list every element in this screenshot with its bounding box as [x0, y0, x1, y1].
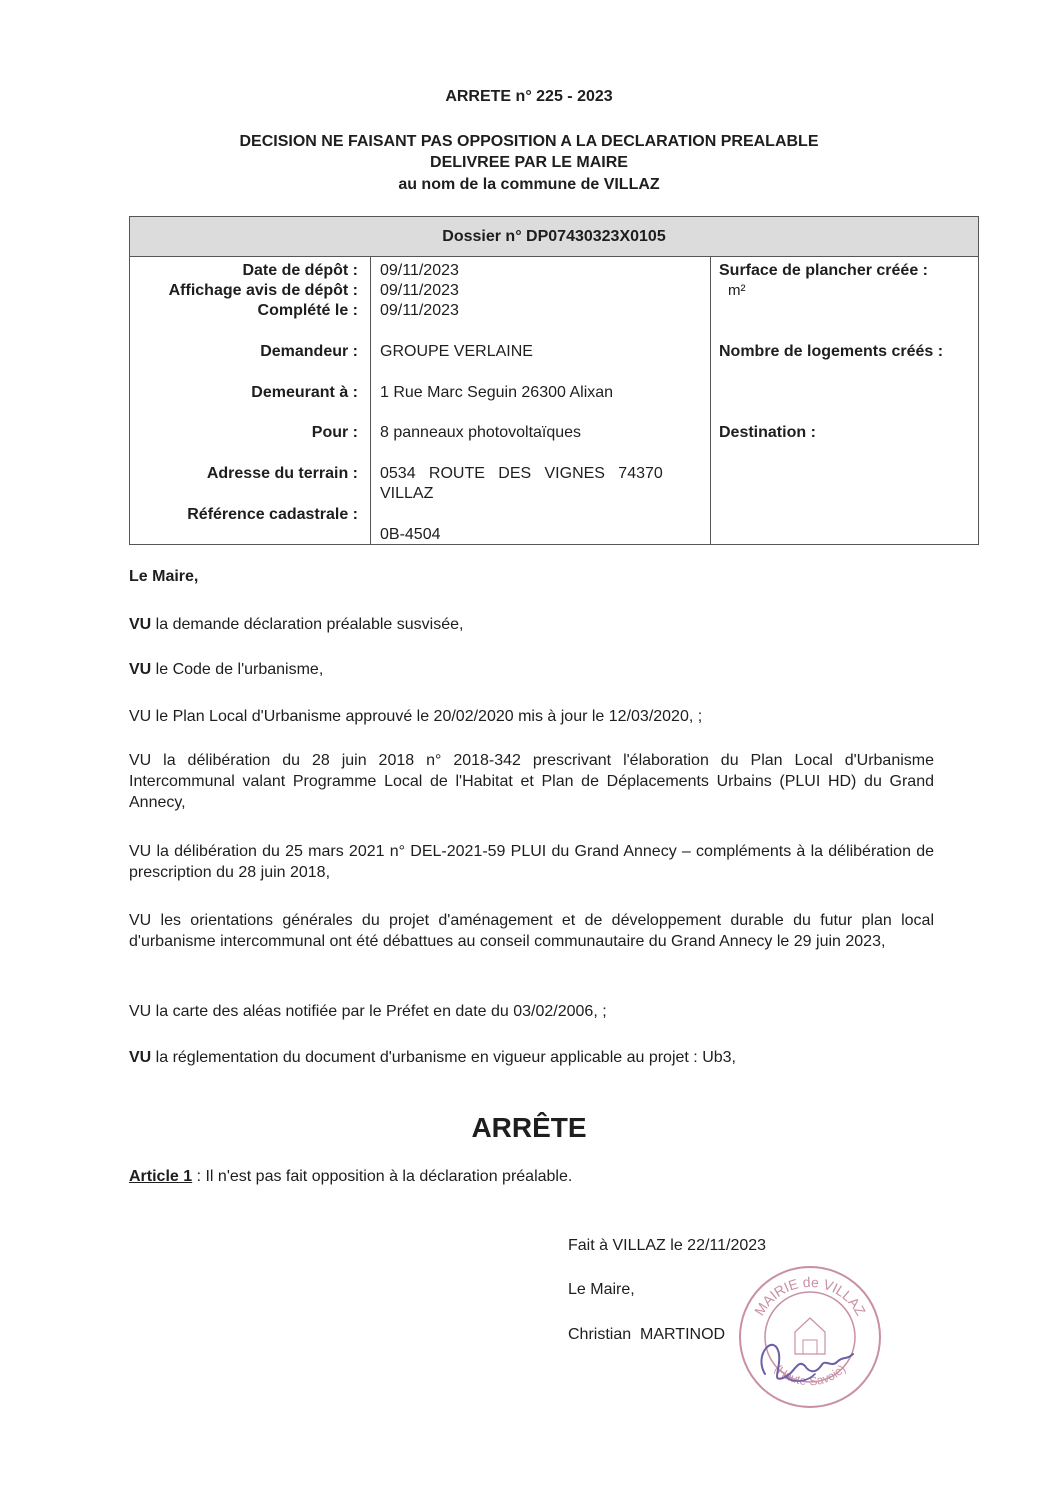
vu-text: la réglementation du document d'urbanisme en vigueur applicable au projet : Ub3, — [151, 1049, 736, 1066]
vu-paragraph-7: VU la carte des aléas notifiée par le Préfet en date du 03/02/2006, ; — [129, 1003, 607, 1020]
value-adresse-line-2: VILLAZ — [380, 485, 434, 502]
label-surface: Surface de plancher créée : — [719, 262, 928, 279]
value-pour: 8 panneaux photovoltaïques — [380, 424, 582, 441]
vu-keyword: VU — [129, 616, 152, 633]
dossier-number: Dossier n° DP07430323X0105 — [130, 217, 978, 257]
vu-paragraph-6: VU les orientations générales du projet d'aménagement et de développement durable du futur plan local d'urbanisme intercommunal ont été débattues au conseil communautaire du Grand Annecy le 29 juin 2023, — [129, 912, 934, 950]
value-complete: 09/11/2023 — [380, 302, 459, 319]
label-destination: Destination : — [719, 424, 816, 441]
decision-title-line-3: au nom de la commune de VILLAZ — [398, 176, 660, 193]
label-demeurant: Demeurant à : — [251, 384, 358, 401]
svg-text:MAIRIE de VILLAZ: MAIRIE de VILLAZ — [751, 1273, 870, 1319]
value-adresse-line-1: 0534 ROUTE DES VIGNES 74370 — [380, 465, 663, 482]
vu-paragraph-5: VU la délibération du 25 mars 2021 n° DEL-2021-59 PLUI du Grand Annecy – compléments à la délibération de prescription du 28 juin 2018, — [129, 843, 934, 881]
article-text: : Il n'est pas fait opposition à la déclaration préalable. — [192, 1168, 573, 1185]
signature-name: Christian MARTINOD — [568, 1326, 726, 1343]
value-affichage: 09/11/2023 — [380, 282, 459, 299]
label-adresse: Adresse du terrain : — [206, 465, 358, 482]
vu-paragraph-3: VU le Plan Local d'Urbanisme approuvé le 20/02/2020 mis à jour le 12/03/2020, ; — [129, 708, 703, 725]
vu-paragraph-1 — [129, 614, 934, 635]
vu-paragraph-2 — [129, 659, 934, 680]
label-complete: Complété le : — [257, 302, 358, 319]
arrete-title: ARRÊTE — [471, 1112, 587, 1143]
value-surface-unit: m² — [728, 282, 746, 299]
vu-text: le Code de l'urbanisme, — [151, 661, 324, 678]
dossier-info-table — [129, 216, 979, 545]
vu-text: la demande déclaration préalable susvisée, — [151, 616, 464, 633]
arrete-number: ARRETE n° 225 - 2023 — [445, 88, 613, 105]
decision-title-line-1: DECISION NE FAISANT PAS OPPOSITION A LA DECLARATION PREALABLE — [239, 133, 819, 150]
table-divider — [710, 256, 711, 544]
label-demandeur: Demandeur : — [260, 343, 358, 360]
vu-keyword: VU — [129, 661, 152, 678]
value-date-depot: 09/11/2023 — [380, 262, 459, 279]
svg-text:(Haute-Savoie): (Haute-Savoie) — [771, 1361, 849, 1389]
label-reference: Référence cadastrale : — [187, 506, 358, 523]
signature-place-date: Fait à VILLAZ le 22/11/2023 — [568, 1237, 767, 1254]
vu-paragraph-4: VU la délibération du 28 juin 2018 n° 2018-342 prescrivant l'élaboration du Plan Local d'Urbanisme Intercommunal valant Programme Local de l'Habitat et Plan de Déplacements Urbains (PLUI HD) du Grand Annecy, — [129, 752, 934, 811]
vu-paragraph-8 — [129, 1047, 934, 1068]
article-label: Article 1 — [129, 1168, 193, 1185]
value-demandeur: GROUPE VERLAINE — [380, 343, 533, 360]
label-pour: Pour : — [311, 424, 358, 441]
value-reference: 0B-4504 — [380, 526, 441, 543]
vu-keyword: VU — [129, 1049, 152, 1066]
label-affichage: Affichage avis de dépôt : — [168, 282, 358, 299]
label-date-depot: Date de dépôt : — [242, 262, 358, 279]
signature-role: Le Maire, — [568, 1281, 635, 1298]
value-demeurant: 1 Rue Marc Seguin 26300 Alixan — [380, 384, 614, 401]
label-logements: Nombre de logements créés : — [719, 343, 944, 360]
mairie-stamp-icon — [735, 1262, 885, 1412]
le-maire-heading: Le Maire, — [129, 568, 199, 585]
decision-title-line-2: DELIVREE PAR LE MAIRE — [430, 154, 628, 171]
article-1 — [129, 1166, 572, 1188]
table-divider — [370, 256, 371, 544]
